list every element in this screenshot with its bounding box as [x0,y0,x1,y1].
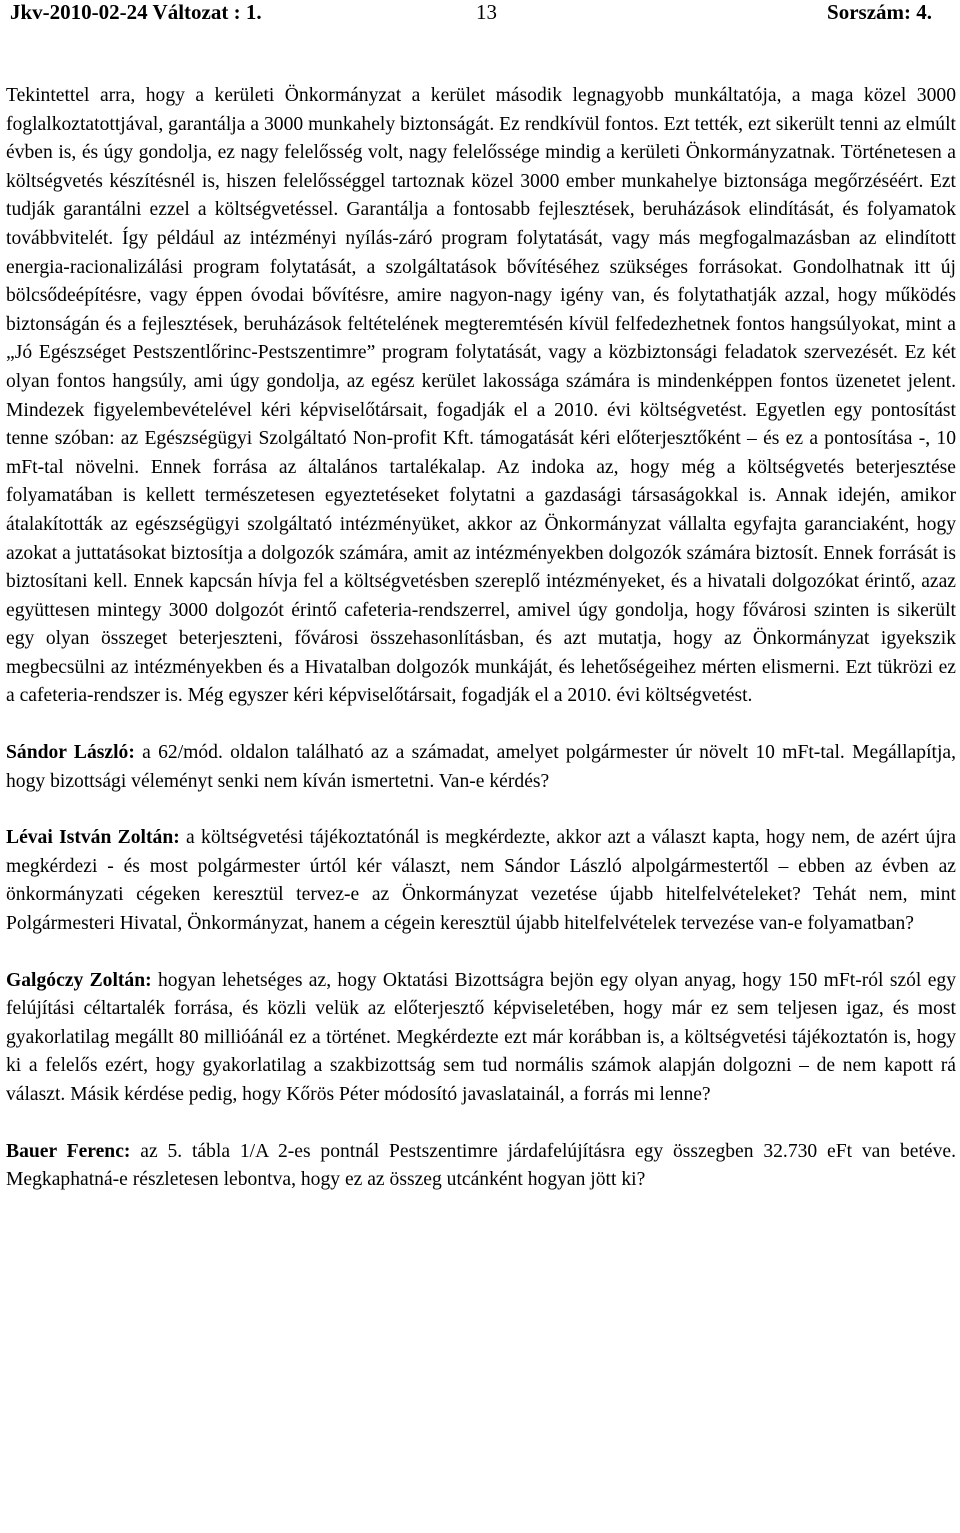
paragraph [6,739,956,796]
speaker-name: Sándor László: [6,742,135,764]
speaker-name: Galgóczy Zoltán: [6,969,152,991]
page-number: 13 [476,0,497,24]
paragraph-text: hogyan lehetséges az, hogy Oktatási Bizottságra bejön egy olyan anyag, hogy 150 mFt-ról szól egy felújítási céltartalék forrása, és közli velük az előterjesztő képviseletében, hogy már ez sem teljesen igaz, és most gyakorlatilag megállt 80 millióánál ez a történet. Megkérdezte ezt már korábban is, a költségvetési tájékoztatón is, hogy ki a felelős ezért, hogy gyakorlatilag a szakbizottság sem tud normális számok alapján dolgozni – de nem kapott rá választ. Másik kérdése pedig, hogy Kőrös Péter módosító javaslatainál, a forrás mi lenne? [6,969,956,1105]
paragraph-text: a 62/mód. oldalon található az a számadat, amelyet polgármester úr növelt 10 mFt-tal. Megállapítja, hogy bizottsági véleményt senki nem kíván ismertetni. Van-e kérdés? [6,742,956,792]
speaker-name: Bauer Ferenc: [6,1140,131,1162]
paragraph [6,967,956,1110]
paragraph [6,824,956,938]
paragraph-text: Tekintettel arra, hogy a kerületi Önkormányzat a kerület második legnagyobb munkáltatója, a maga közel 3000 foglalkoztatottjával, garantálja a 3000 munkahely biztonságát. Ez rendkívül fontos. Ezt tették, ezt sikerült tenni az elmúlt évben is, és úgy gondolja, ez nagy felelősség volt, nagy felelőssége mindig a kerületi Önkormányzatnak. Történetesen a költségvetés készítésnél is, hiszen felelősséggel tartoznak közel 3000 ember munkahelye biztonsága megőrzéséért. Ezt tudják garantálni ezzel a költségvetéssel. Garantálja a fontosabb fejlesztések, beruházások elindítását, és folyamatok továbbvitelét. Így például az intézményi nyílás-záró program folytatását, vagy más megfogalmazásban az elindított energia-racionalizálási program folytatását, a szolgáltatások bővítéséhez szükséges forrásokat. Gondolhatnak itt új bölcsődeépítésre, vagy éppen óvodai bővítésre, amire nagyon-nagy igény van, és folytathatják azzal, hogy működés biztonságán és a fejlesztések, beruházások feltételének megteremtésén kívül felfedezhetnek fontos hangsúlyokat, mint a „Jó Egészséget Pestszentlőrinc-Pestszentimre” program folytatását, vagy a közbiztonsági feladatok szervezését. Ez két olyan fontos hangsúly, ami úgy gondolja, az egész kerület lakossága számára is mindenképpen fontos üzenetet jelent. Mindezek figyelembevételével kéri képviselőtársait, fogadják el a 2010. évi költségvetést. Egyetlen egy pontosítást tenne szóban: az Egészségügyi Szolgáltató Non-profit Kft. támogatását kéri előterjesztőként – és ez a pontosítása -, 10 mFt-tal növelni. Ennek forrása az általános tartalékalap. Az indoka az, hogy még a költségvetés beterjesztése folyamatában is kellett természetesen egyeztetéseket folytatni a gazdasági társaságokkal is. Annak idején, amikor átalakították az egészségügyi szolgáltató intézményüket, akkor az Önkormányzat vállalta egyfajta garanciaként, hogy azokat a juttatásokat biztosítja a dolgozók számára, amit az intézményekben dolgozók számára biztosít. Ennek forrását is biztosítani kell. Ennek kapcsán hívja fel a költségvetésben szereplő intézményeket, és a hivatali dolgozókat érintő, azaz együttesen mintegy 3000 dolgozót érintő cafeteria-rendszerrel, amivel úgy gondolja, hogy fővárosi szinten is sikerült egy olyan összeget beterjeszteni, fővárosi összehasonlításban, és azt mutatja, hogy az Önkormányzat igyekszik megbecsülni az intézményekben és a Hivatalban dolgozók munkáját, és lehetőségeihez mérten elismerni. Ezt tükrözi ez a cafeteria-rendszer is. Még egyszer kéri képviselőtársait, fogadják el a 2010. évi költségvetést. [6,85,956,707]
speaker-name: Lévai István Zoltán: [6,827,180,849]
serial-number: Sorszám: 4. [827,0,932,24]
document-body [6,82,956,1195]
page-header [6,0,954,36]
document-id: Jkv-2010-02-24 Változat : 1. [10,0,262,24]
paragraph [6,1138,956,1195]
paragraph-text: a költségvetési tájékoztatónál is megkérdezte, akkor azt a választ kapta, hogy nem, de azért újra megkérdezi - és most polgármester úrtól kér választ, nem Sándor László alpolgármestertől – ebben az évben az önkormányzati cégeken keresztül tervez-e az Önkormányzat vezetése újabb hitelfelvételeket? Tehát nem, mint Polgármesteri Hivatal, Önkormányzat, hanem a cégein keresztül újabb hitelfelvételek tervezése van-e folyamatban? [6,827,957,935]
paragraph-text: az 5. tábla 1/A 2-es pontnál Pestszentimre járdafelújításra egy összegben 32.730 eFt van betéve. Megkaphatná-e részletesen lebontva, hogy ez az összeg utcánként hogyan jött ki? [6,1140,956,1191]
paragraph [6,82,956,711]
